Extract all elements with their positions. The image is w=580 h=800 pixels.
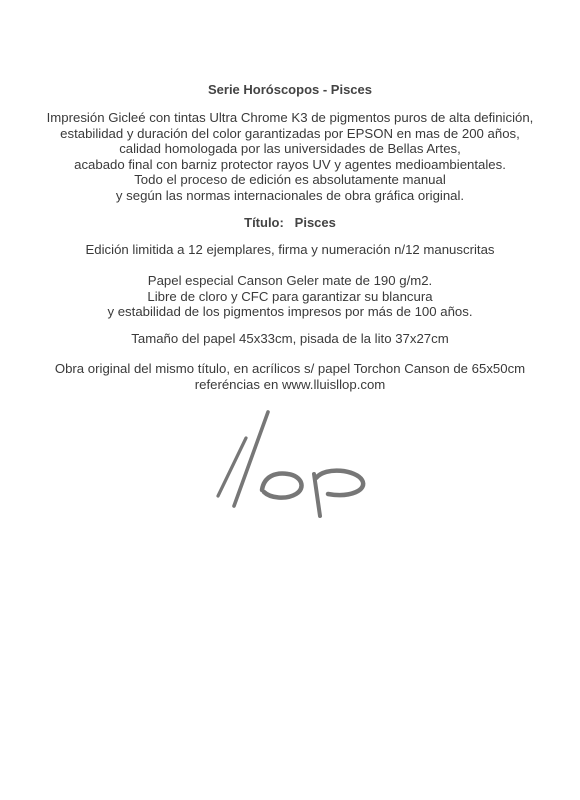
artwork-title: Título: Pisces — [244, 215, 336, 230]
description-line: estabilidad y duración del color garantizadas por EPSON en mas de 200 años, — [60, 125, 520, 141]
paper-paragraph — [0, 273, 580, 320]
website-line: referéncias en www.lluisllop.com — [194, 376, 386, 392]
size-line: Tamaño del papel 45x33cm, pisada de la lito 37x27cm — [131, 331, 449, 346]
description-paragraph — [0, 110, 580, 203]
original-line: Obra original del mismo título, en acrílicos s/ papel Torchon Canson de 65x50cm — [54, 361, 526, 376]
paper-line: y estabilidad de los pigmentos impresos por más de 100 años. — [107, 304, 473, 319]
edition-paragraph — [0, 242, 580, 258]
size-paragraph — [0, 331, 580, 347]
description-line: Impresión Gicleé con tintas Ultra Chrome K3 de pigmentos puros de alta definición, — [46, 110, 534, 125]
edition-line: Edición limitida a 12 ejemplares, firma y numeración n/12 manuscritas — [85, 242, 495, 257]
paper-line: Papel especial Canson Geler mate de 190 g/m2. — [147, 273, 433, 288]
signature-llop — [210, 408, 380, 518]
description-line: acabado final con barniz protector rayos UV y agentes medioambientales. — [74, 156, 506, 172]
description-line: calidad homologada por las universidades de Bellas Artes, — [119, 141, 461, 156]
description-line: Todo el proceso de edición es absolutamente manual — [134, 172, 446, 187]
document-title: Serie Horóscopos - Pisces — [207, 82, 372, 97]
description-line: y según las normas internacionales de obra gráfica original. — [115, 187, 465, 203]
original-paragraph — [0, 361, 580, 392]
paper-line: Libre de cloro y CFC para garantizar su blancura — [147, 288, 433, 304]
